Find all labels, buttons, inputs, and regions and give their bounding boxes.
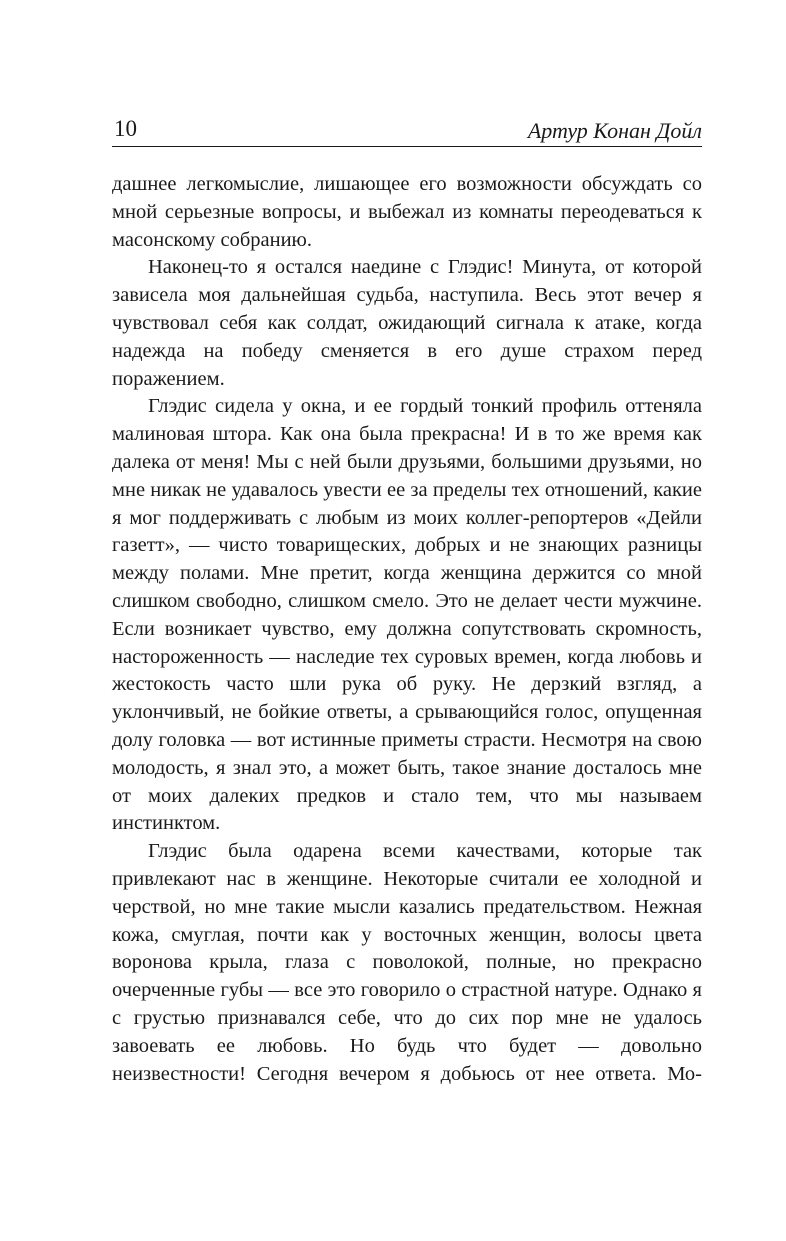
book-author: Артур Конан Дойл [527, 118, 702, 143]
paragraph: Глэдис сидела у окна, и ее гордый тонкий профиль оттеняла малиновая штора. Как она была прекрасна! И в то же время как далека от меня! Мы с ней были друзьями, большими друзьями, но мне никак не удавалось увести ее за пределы тех отношений, какие я мог поддерживать с любым из моих коллег-репортеров «Дейли газетт», — чисто товарищеских, добрых и не знающих разницы между полами. Мне претит, когда женщина держится со мной слишком свободно, слишком смело. Это не делает чести мужчине. Если возникает чувство, ему должна сопутствовать скромность, настороженность — наследие тех суровых времен, когда любовь и жестокость часто шли рука об руку. Не дерзкий взгляд, а уклончивый, не бойкие ответы, а срывающийся голос, опущенная долу головка — вот истинные приметы страсти. Несмотря на свою молодость, я знал это, а может быть, такое знание досталось мне от моих далеких предков и стало тем, что мы называем инстинктом. [112, 395, 702, 835]
body-text [112, 171, 702, 1088]
paragraph: Наконец-то я остался наедине с Глэдис! Минута, от которой зависела моя дальнейшая судьба, наступила. Весь этот вечер я чувствовал себя как солдат, ожидающий сигнала к атаке, когда надежда на победу сменяется в его душе страхом перед поражением. [112, 256, 702, 390]
running-header [112, 112, 702, 147]
book-page [112, 0, 702, 1241]
page-number: 10 [114, 116, 137, 141]
paragraph-continuation: дашнее легкомыслие, лишающее его возможности обсуждать со мной серьезные вопросы, и выбежал из комнаты переодеваться к масонскому собранию. [112, 173, 702, 251]
paragraph: Глэдис была одарена всеми качествами, которые так привлекают нас в женщине. Некоторые считали ее холодной и черствой, но мне такие мысли казались предательством. Нежная кожа, смуглая, почти как у восточных женщин, волосы цвета воронова крыла, глаза с поволокой, полные, но прекрасно очерченные губы — все это говорило о страстной натуре. Однако я с грустью признавался себе, что до сих пор мне не удалось завоевать ее любовь. Но будь что будет — довольно неизвестности! Сегодня вечером я добьюсь от нее ответа. Мо- [112, 840, 702, 1085]
